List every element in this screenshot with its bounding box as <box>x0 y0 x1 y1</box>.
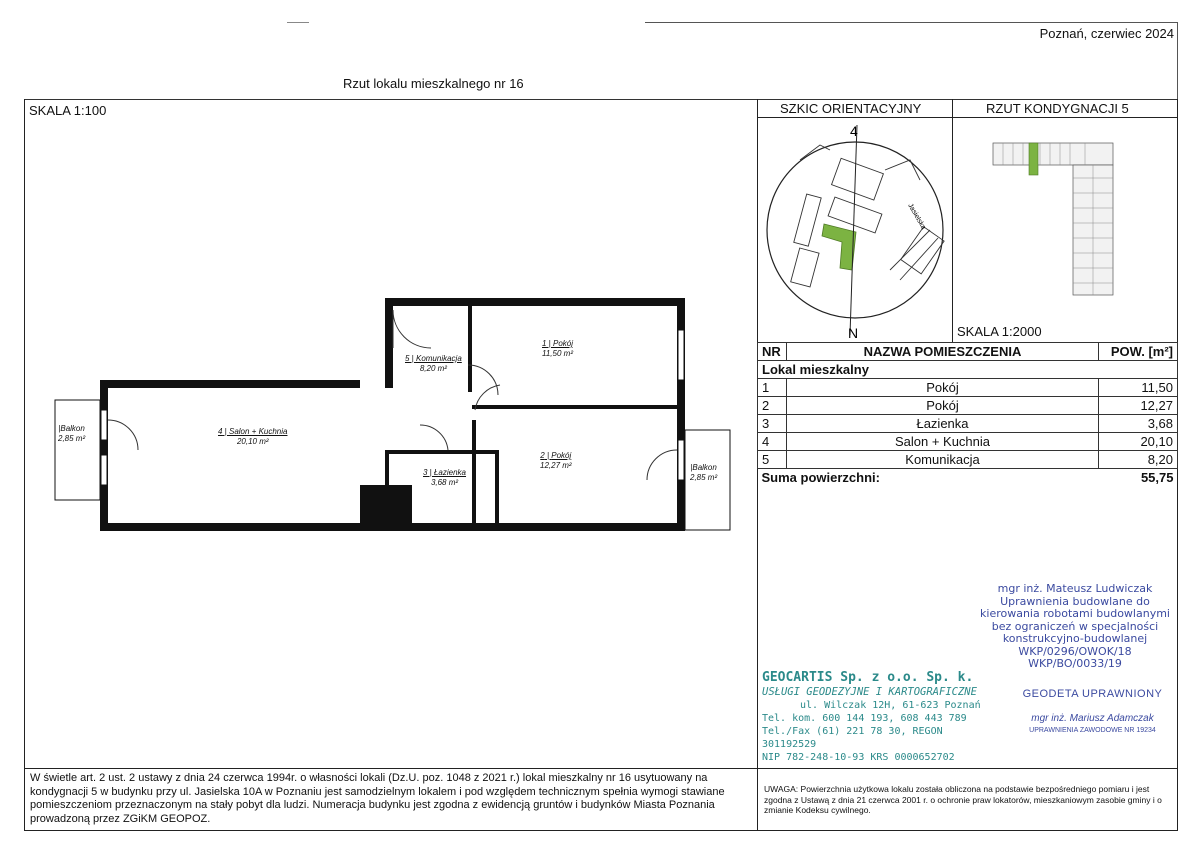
company-tel: Tel. kom. 600 144 193, 608 443 789 <box>762 713 967 724</box>
engineer-stamp <box>975 583 1175 671</box>
company-stamp <box>762 670 1002 764</box>
header-area: POW. [m²] <box>1099 343 1178 361</box>
group-label: Lokal mieszkalny <box>758 361 1178 379</box>
surveyor-name: mgr inż. Mariusz Adamczak <box>1031 713 1154 724</box>
row-name: Pokój <box>787 397 1099 415</box>
table-sum-row <box>758 469 1178 487</box>
table-header-row <box>758 343 1178 361</box>
rooms-table <box>757 342 1178 486</box>
row-area: 3,68 <box>1099 415 1178 433</box>
table-row <box>758 379 1178 397</box>
row-nr: 5 <box>758 451 787 469</box>
sketch-title: SZKIC ORIENTACYJNY <box>780 101 922 116</box>
row-area: 11,50 <box>1099 379 1178 397</box>
street-label: Jasielska <box>906 202 927 231</box>
row-area: 8,20 <box>1099 451 1178 469</box>
row-name: Pokój <box>787 379 1099 397</box>
balkon-left-label: |Balkon 2,85 m² <box>58 424 86 443</box>
surveyor-license: UPRAWNIENIA ZAWODOWE NR 19234 <box>1029 727 1156 734</box>
row-area: 12,27 <box>1099 397 1178 415</box>
stamp-line: mgr inż. Mateusz Ludwiczak <box>997 582 1153 595</box>
table-row <box>758 397 1178 415</box>
company-name: GEOCARTIS Sp. z o.o. Sp. k. <box>762 670 974 685</box>
footer-legal-text: W świetle art. 2 ust. 2 ustawy z dnia 24 czerwca 1994r. o własności lokali (Dz.U. poz. 1048 z 2021 r.) lokal mieszkalny nr 16 usytuowany na kondygnacji 5 w budynku przy ul. Jasielska 10A w Poznaniu jest samodzielnym lokalem i pod względem technicznym spełnia wymogi stawiane pomieszczeniom przeznaczonym na stały pobyt dla ludzi. Numeracja budynku jest zgodna z ewidencją gruntów i budynków Miasta Poznania prowadzoną przez ZGiKM GEOPOZ. <box>30 772 725 825</box>
stamp-line: WKP/0296/OWOK/18 <box>1018 644 1132 658</box>
pokoj1-label: 1 | Pokój 11,50 m² <box>542 339 573 358</box>
row-nr: 3 <box>758 415 787 433</box>
company-address: ul. Wilczak 12H, 61-623 Poznań <box>800 700 981 711</box>
footer-note: UWAGA: Powierzchnia użytkowa lokalu została obliczona na podstawie bezpośredniego pomiaru i jest zgodna z Ustawą z dnia 21 czerwca 2001 r. o ochronie praw lokatorów, mieszkaniowym zasobie gminy i o zmianie Kodeksu cywilnego. <box>764 784 1162 815</box>
company-nip: NIP 782-248-10-93 KRS 0000652702 <box>762 752 955 763</box>
row-nr: 1 <box>758 379 787 397</box>
stamp-line: WKP/BO/0033/19 <box>1028 657 1122 670</box>
floor-title: RZUT KONDYGNACJI 5 <box>986 101 1129 116</box>
company-fax: Tel./Fax (61) 221 78 30, REGON 301192529 <box>762 726 943 750</box>
salon-label: 4 | Salon + Kuchnia 20,10 m² <box>218 427 288 446</box>
pokoj2-label: 2 | Pokój 12,27 m² <box>540 451 572 470</box>
row-area: 20,10 <box>1099 433 1178 451</box>
surveyor-stamp <box>1010 686 1175 736</box>
sketch-scale: SKALA 1:2000 <box>957 324 1042 339</box>
table-row <box>758 451 1178 469</box>
stamp-line: konstrukcyjno-budowlanej <box>1002 632 1148 645</box>
floor-plan <box>40 290 740 550</box>
north-label-top: 4 <box>850 123 858 139</box>
stamp-line: bez ograniczeń w specjalności <box>991 619 1159 633</box>
komunikacja-label: 5 | Komunikacja 8,20 m² <box>405 354 462 373</box>
header-name: NAZWA POMIESZCZENIA <box>787 343 1099 361</box>
balkon-right-label: |Balkon 2,85 m² <box>690 463 718 482</box>
row-name: Salon + Kuchnia <box>787 433 1099 451</box>
table-group-row <box>758 361 1178 379</box>
row-name: Komunikacja <box>787 451 1099 469</box>
row-nr: 4 <box>758 433 787 451</box>
header-nr: NR <box>758 343 787 361</box>
table-row <box>758 433 1178 451</box>
stamp-line: Uprawnienia budowlane do <box>1000 594 1150 608</box>
row-nr: 2 <box>758 397 787 415</box>
sum-value: 55,75 <box>1140 470 1174 485</box>
stamp-line: kierowania robotami budowlanymi <box>980 607 1170 620</box>
surveyor-title: GEODETA UPRAWNIONY <box>1022 688 1163 700</box>
place-date: Poznań, czerwiec 2024 <box>1039 26 1174 41</box>
north-label: N <box>848 325 859 340</box>
company-subtitle: USŁUGI GEODEZYJNE I KARTOGRAFICZNE <box>762 686 977 698</box>
lazienka-label: 3 | Łazienka 3,68 m² <box>423 468 467 487</box>
floor-5-plan <box>985 138 1120 303</box>
plan-scale: SKALA 1:100 <box>29 103 107 118</box>
orientation-map <box>760 120 950 340</box>
page-title: Rzut lokalu mieszkalnego nr 16 <box>343 76 524 91</box>
sum-label: Suma powierzchni: <box>761 470 880 485</box>
table-row <box>758 415 1178 433</box>
row-name: Łazienka <box>787 415 1099 433</box>
